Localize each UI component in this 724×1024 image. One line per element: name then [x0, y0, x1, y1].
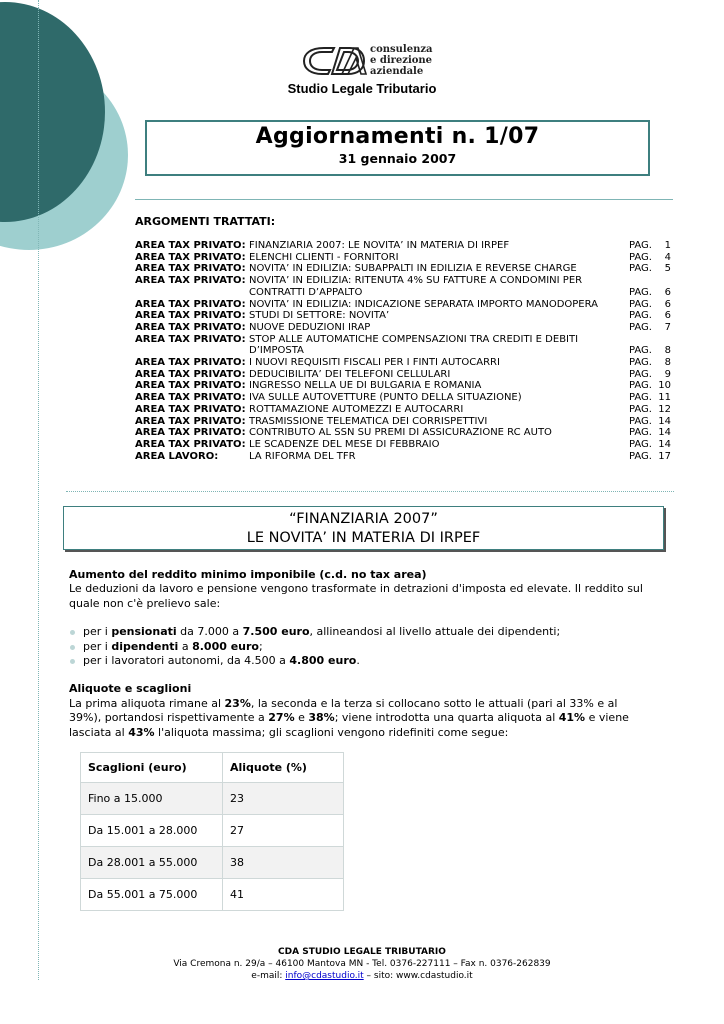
title-box	[145, 120, 650, 176]
toc-pag-label: PAG.	[629, 357, 652, 369]
toc-row	[135, 240, 671, 252]
toc-topic: TRASMISSIONE TELEMATICA DEI CORRISPETTIVI	[249, 415, 488, 427]
toc-page-number: 8	[664, 345, 671, 357]
toc-topic: INGRESSO NELLA UE DI BULGARIA E ROMANIA	[249, 380, 482, 392]
toc-row	[135, 275, 671, 287]
toc-area: AREA TAX PRIVATO:	[135, 321, 246, 333]
left-margin-rule	[38, 0, 39, 980]
toc-row	[135, 380, 671, 392]
toc-page-number: 8	[664, 357, 671, 369]
toc-page-number: 14	[658, 427, 671, 439]
section-header	[63, 506, 664, 550]
toc-row	[135, 345, 671, 357]
toc-topic: NOVITA’ IN EDILIZIA: SUBAPPALTI IN EDILIZIA E REVERSE CHARGE	[249, 263, 577, 275]
toc-area: AREA TAX PRIVATO:	[135, 438, 246, 450]
paragraph-aliquote: La prima aliquota rimane al 23%, la seconda e la terza si collocano sotto le attuali (pari al 33% e al 39%), portandosi rispettivamente a 27% e 38%; viene introdotta una quarta aliquota al 41% e viene lasciata al 43% l'aliquota massima; gli scaglioni vengono ridefiniti come segue:	[69, 696, 629, 739]
toc-page-number: 14	[658, 415, 671, 427]
toc-area: AREA LAVORO:	[135, 450, 219, 462]
toc-area: AREA TAX PRIVATO:	[135, 298, 246, 310]
toc-row	[135, 451, 671, 463]
toc-pag-label: PAG.	[629, 310, 652, 322]
table-cell: Da 55.001 a 75.000	[81, 879, 223, 911]
toc-row	[135, 427, 671, 439]
column-header-scaglioni: Scaglioni (euro)	[81, 753, 223, 783]
toc-pag-label: PAG.	[629, 263, 652, 275]
toc-pag-label: PAG.	[629, 450, 652, 462]
table-cell: 27	[223, 815, 344, 847]
toc-topic: NUOVE DEDUZIONI IRAP	[249, 321, 371, 333]
table-cell: Fino a 15.000	[81, 783, 223, 815]
toc-row	[135, 322, 671, 334]
toc-area: AREA TAX PRIVATO:	[135, 240, 246, 251]
table-of-contents	[135, 240, 671, 462]
heading-aliquote: Aliquote e scaglioni	[69, 682, 192, 696]
heading-no-tax-area: Aumento del reddito minimo imponibile (c.d. no tax area)	[69, 568, 427, 581]
list-item: per i pensionati da 7.000 a 7.500 euro, allineandosi al livello attuale dei dipendenti;	[69, 625, 649, 639]
toc-topic: D’IMPOSTA	[249, 345, 304, 357]
bullet-list	[69, 625, 649, 668]
toc-page-number: 10	[658, 380, 671, 392]
toc-pag-label	[629, 334, 657, 346]
toc-page-number: 9	[664, 368, 671, 380]
table-row	[81, 815, 344, 847]
toc-area: AREA TAX PRIVATO:	[135, 310, 246, 322]
toc-page-number: 12	[658, 403, 671, 415]
email-link[interactable]: info@cdastudio.it	[285, 971, 364, 981]
logo-line-1: consulenza	[370, 44, 433, 55]
toc-row	[135, 404, 671, 416]
toc-topic: I NUOVI REQUISITI FISCALI PER I FINTI AUTOCARRI	[249, 357, 500, 369]
toc-topic: STOP ALLE AUTOMATICHE COMPENSAZIONI TRA CREDITI E DEBITI	[249, 333, 579, 345]
toc-pag-label: PAG.	[629, 415, 652, 427]
table-cell: 38	[223, 847, 344, 879]
toc-area	[135, 287, 249, 299]
toc-page-number: 6	[664, 286, 671, 298]
toc-row	[135, 416, 671, 428]
issue-date: 31 gennaio 2007	[338, 151, 457, 166]
toc-area: AREA TAX PRIVATO:	[135, 263, 246, 275]
toc-topic: FINANZIARIA 2007: LE NOVITA’ IN MATERIA DI IRPEF	[249, 240, 510, 251]
toc-page-number: 4	[664, 251, 671, 263]
toc-pag-label: PAG.	[629, 298, 652, 310]
toc-pag-label: PAG.	[629, 368, 652, 380]
toc-area: AREA TAX PRIVATO:	[135, 357, 246, 369]
table-cell: Da 28.001 a 55.000	[81, 847, 223, 879]
section-title-line-2: LE NOVITA’ IN MATERIA DI IRPEF	[246, 530, 481, 546]
toc-page-number	[657, 275, 671, 287]
toc-topic: ELENCHI CLIENTI - FORNITORI	[249, 251, 399, 263]
toc-area: AREA TAX PRIVATO:	[135, 368, 246, 380]
article-body	[69, 568, 649, 740]
toc-pag-label: PAG.	[629, 345, 652, 357]
toc-area: AREA TAX PRIVATO:	[135, 333, 246, 345]
toc-topic: CONTRIBUTO AL SSN SU PREMI DI ASSICURAZIONE RC AUTO	[249, 427, 552, 439]
table-row	[81, 847, 344, 879]
toc-row	[135, 287, 671, 299]
table-cell: Da 15.001 a 28.000	[81, 815, 223, 847]
toc-topic: LA RIFORMA DEL TFR	[249, 450, 356, 462]
toc-pag-label: PAG.	[629, 403, 652, 415]
toc-pag-label: PAG.	[629, 427, 652, 439]
toc-area: AREA TAX PRIVATO:	[135, 415, 246, 427]
toc-topic: ROTTAMAZIONE AUTOMEZZI E AUTOCARRI	[249, 403, 464, 415]
table-row	[81, 879, 344, 911]
toc-pag-label: PAG.	[629, 286, 652, 298]
paragraph-deduzioni: Le deduzioni da lavoro e pensione vengono trasformate in detrazioni d'imposta ed elevate. Il reddito sul quale non c'è prelievo sale:	[69, 582, 643, 610]
toc-topic: STUDI DI SETTORE: NOVITA’	[249, 310, 390, 322]
toc-topic: CONTRATTI D’APPALTO	[249, 286, 363, 298]
section-title-line-1: “FINANZIARIA 2007”	[289, 511, 438, 527]
toc-area: AREA TAX PRIVATO:	[135, 251, 246, 263]
divider-dotted	[66, 491, 674, 492]
page-footer	[0, 946, 724, 982]
toc-page-number: 6	[664, 310, 671, 322]
toc-area: AREA TAX PRIVATO:	[135, 275, 246, 287]
bullet-dot-icon	[70, 659, 75, 664]
logo-tagline	[370, 44, 433, 77]
toc-pag-label: PAG.	[629, 251, 652, 263]
logo-line-2: e direzione	[370, 55, 433, 66]
toc-area: AREA TAX PRIVATO:	[135, 427, 246, 439]
toc-topic: DEDUCIBILITA’ DEI TELEFONI CELLULARI	[249, 368, 451, 380]
toc-topic: NOVITA’ IN EDILIZIA: RITENUTA 4% SU FATTURE A CONDOMINI PER	[249, 275, 583, 287]
divider-top	[135, 199, 673, 200]
toc-row	[135, 357, 671, 369]
toc-page-number: 1	[664, 240, 671, 251]
cda-logo	[302, 44, 432, 80]
page-title: Aggiornamenti n. 1/07	[255, 124, 540, 149]
toc-area	[135, 345, 249, 357]
toc-row	[135, 392, 671, 404]
toc-page-number: 11	[658, 392, 671, 404]
toc-page-number	[657, 334, 671, 346]
toc-row	[135, 439, 671, 451]
toc-row	[135, 334, 671, 346]
list-item: per i dipendenti a 8.000 euro;	[69, 640, 649, 654]
toc-pag-label: PAG.	[629, 380, 652, 392]
footer-company: CDA STUDIO LEGALE TRIBUTARIO	[278, 947, 446, 957]
toc-pag-label: PAG.	[629, 392, 652, 404]
studio-subtitle: Studio Legale Tributario	[287, 81, 437, 96]
footer-contacts: e-mail: info@cdastudio.it – sito: www.cdastudio.it	[251, 971, 473, 981]
toc-row	[135, 263, 671, 275]
logo-line-3: aziendale	[370, 66, 424, 77]
toc-page-number: 6	[664, 298, 671, 310]
toc-page-number: 17	[658, 450, 671, 462]
toc-page-number: 7	[664, 321, 671, 333]
toc-page-number: 14	[658, 438, 671, 450]
toc-pag-label: PAG.	[629, 438, 652, 450]
toc-topic: IVA SULLE AUTOVETTURE (PUNTO DELLA SITUAZIONE)	[249, 392, 522, 404]
table-header-row	[81, 753, 344, 783]
bullet-dot-icon	[70, 630, 75, 635]
toc-row	[135, 252, 671, 264]
toc-topic: LE SCADENZE DEL MESE DI FEBBRAIO	[249, 438, 440, 450]
list-item: per i lavoratori autonomi, da 4.500 a 4.800 euro.	[69, 654, 649, 668]
toc-topic: NOVITA’ IN EDILIZIA: INDICAZIONE SEPARATA IMPORTO MANODOPERA	[249, 298, 598, 310]
table-cell: 23	[223, 783, 344, 815]
toc-area: AREA TAX PRIVATO:	[135, 403, 246, 415]
toc-area: AREA TAX PRIVATO:	[135, 380, 246, 392]
toc-heading: ARGOMENTI TRATTATI:	[135, 215, 276, 228]
toc-pag-label: PAG.	[629, 240, 652, 251]
table-cell: 41	[223, 879, 344, 911]
toc-row	[135, 310, 671, 322]
footer-address: Via Cremona n. 29/a – 46100 Mantova MN - Tel. 0376-227111 – Fax n. 0376-262839	[173, 959, 551, 969]
toc-pag-label	[629, 275, 657, 287]
toc-row	[135, 299, 671, 311]
column-header-aliquote: Aliquote (%)	[223, 753, 344, 783]
toc-row	[135, 369, 671, 381]
toc-pag-label: PAG.	[629, 321, 652, 333]
cda-logo-mark-icon	[302, 44, 368, 78]
tax-brackets-table	[80, 752, 344, 911]
toc-page-number: 5	[664, 263, 671, 275]
bullet-dot-icon	[70, 645, 75, 650]
toc-area: AREA TAX PRIVATO:	[135, 392, 246, 404]
table-row	[81, 783, 344, 815]
